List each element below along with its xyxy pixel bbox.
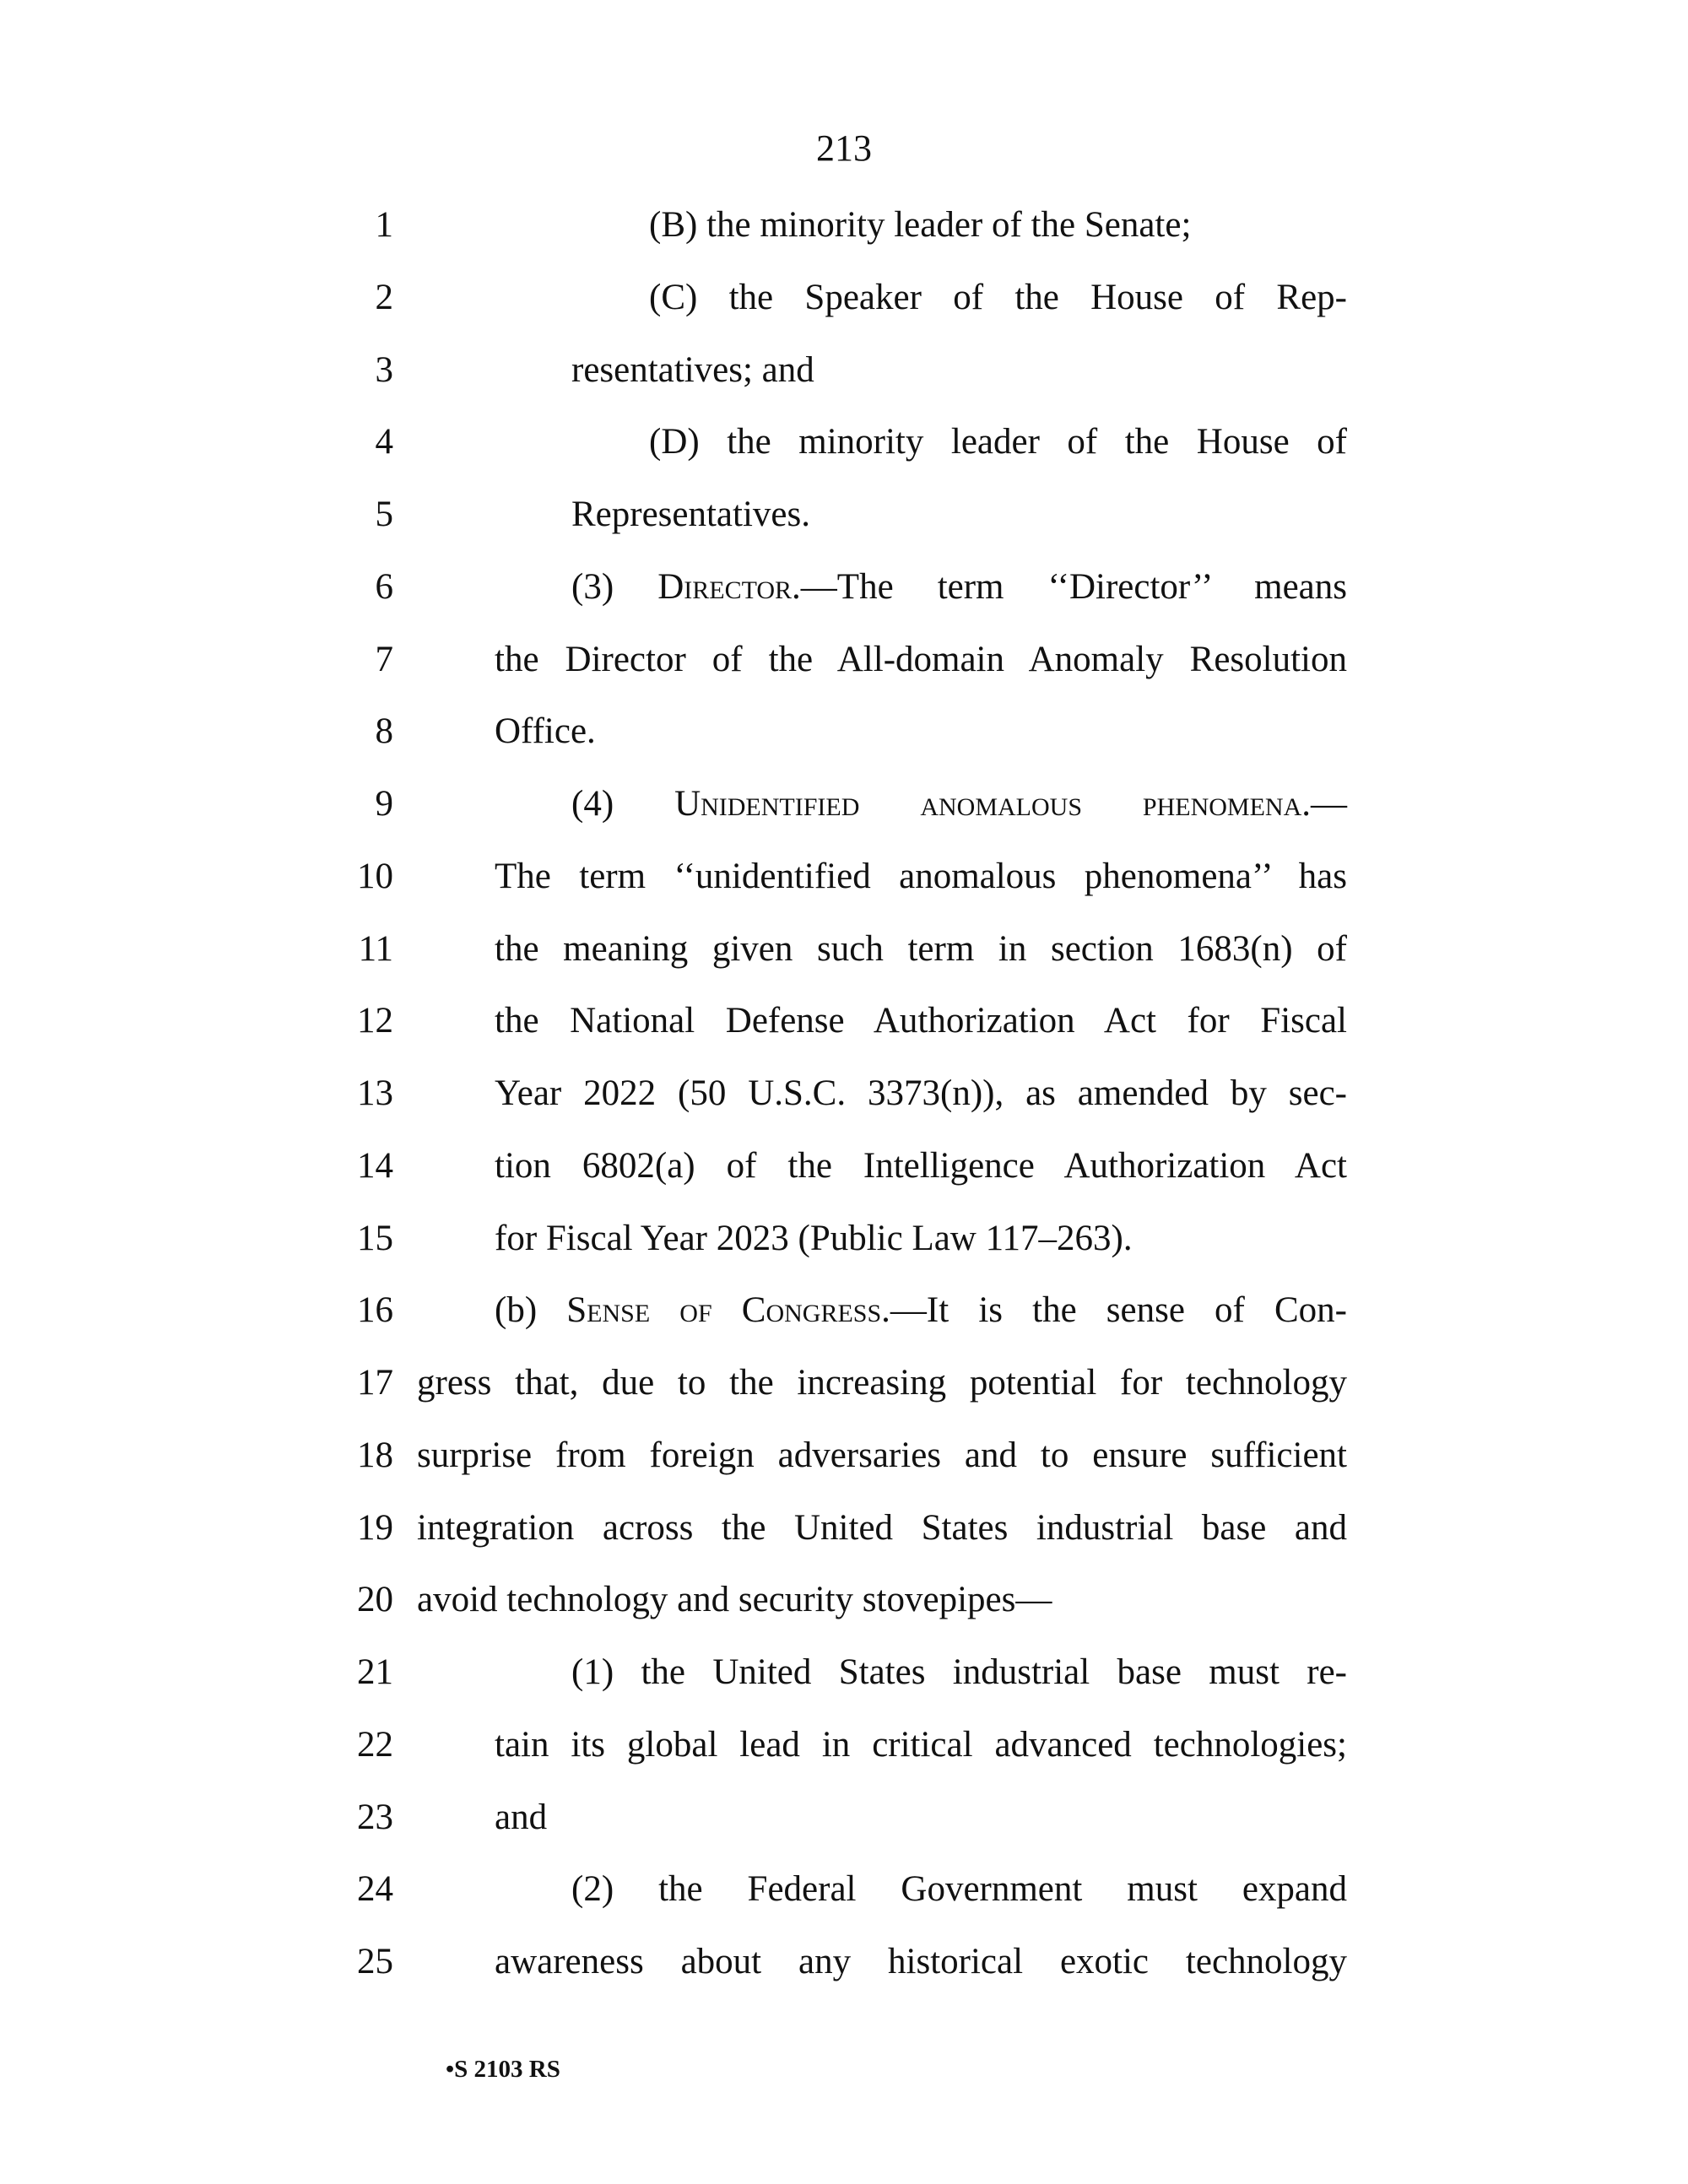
text-line: the Director of the All-domain Anomaly Resolution [495,639,1347,679]
line-number: 19 [357,1507,393,1548]
bill-identifier-footer: •S 2103 RS [446,2056,560,2083]
text-line: Year 2022 (50 U.S.C. 3373(n)), as amended by sec- [495,1073,1347,1113]
text-line: and [495,1797,548,1837]
text-line: awareness about any historical exotic technology [495,1942,1347,1981]
line-number: 22 [357,1724,393,1765]
line-number: 2 [375,277,393,317]
text-line: (3) Director.—The term ‘‘Director’’ means [571,566,1347,607]
line-number: 24 [357,1869,393,1910]
line-number: 18 [357,1435,393,1475]
text-line: (b) Sense of Congress.—It is the sense of Con- [495,1290,1347,1331]
text-line: (D) the minority leader of the House of [649,422,1347,462]
text-line: (1) the United States industrial base must re- [571,1652,1347,1692]
line-number: 15 [357,1218,393,1258]
text-line: (C) the Speaker of the House of Rep- [649,277,1347,317]
text-line: Office. [495,711,596,752]
line-number: 10 [357,856,393,896]
line-number: 6 [375,566,393,607]
line-number: 17 [357,1363,393,1403]
line-number: 3 [375,349,393,390]
text-line: Representatives. [571,495,810,534]
text-line: integration across the United States industrial base and [417,1507,1347,1548]
line-number: 20 [357,1580,393,1620]
text-line: the National Defense Authorization Act for Fiscal [495,1001,1347,1041]
text-line: The term ‘‘unidentified anomalous phenomena’’ has [495,856,1347,896]
line-number: 1 [375,205,393,245]
line-number: 8 [375,711,393,752]
text-line: the meaning given such term in section 1683(n) of [495,928,1347,969]
text-line: (4) Unidentified anomalous phenomena.— [571,784,1347,824]
text-line: (B) the minority leader of the Senate; [649,205,1192,245]
line-number: 16 [357,1290,393,1331]
line-number: 14 [357,1145,393,1186]
text-line: surprise from foreign adversaries and to ensure sufficient [417,1435,1347,1475]
line-number: 11 [358,928,393,969]
line-number: 21 [357,1652,393,1692]
line-number: 9 [375,784,393,824]
page-number: 213 [816,127,872,169]
text-line: for Fiscal Year 2023 (Public Law 117–263). [495,1218,1133,1258]
line-number: 5 [375,495,393,534]
line-number: 12 [357,1001,393,1041]
section-heading: Sense of Congress [566,1290,882,1331]
line-number: 25 [357,1942,393,1981]
text-line: gress that, due to the increasing potential for technology [417,1363,1347,1403]
section-heading: Unidentified anomalous phenomena [674,784,1302,824]
section-heading: Director [657,566,793,607]
text-line: avoid technology and security stovepipes— [417,1580,1052,1620]
text-line: tion 6802(a) of the Intelligence Authorization Act [495,1145,1347,1186]
text-line: (2) the Federal Government must expand [571,1869,1347,1910]
text-line: tain its global lead in critical advanced technologies; [495,1724,1347,1765]
line-number: 4 [375,422,393,462]
text-line: resentatives; and [571,349,814,390]
line-number: 7 [375,639,393,679]
line-number: 23 [357,1797,393,1837]
line-number: 13 [357,1073,393,1113]
